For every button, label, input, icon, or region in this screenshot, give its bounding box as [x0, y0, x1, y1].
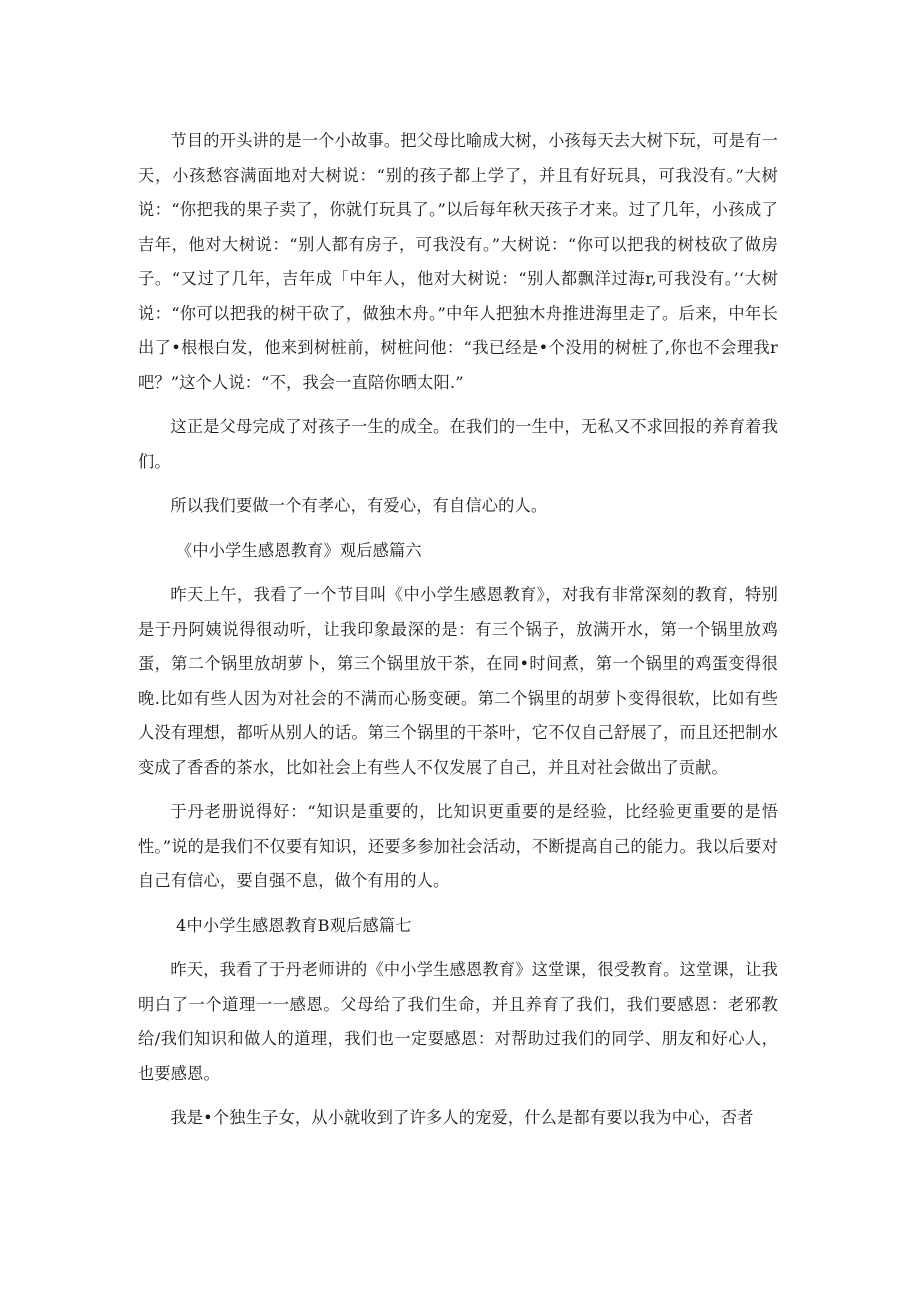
story-paragraph: 节目的开头讲的是一个小故事。把父母比喻成大树，小孩每天去大树下玩，可是有一天，小孩愁容满面地对大树说：“别的孩子都上学了，并且有好玩具，可我没有。”大树说：“你把我的果子卖了，你就仃玩具了。”以后每年秋天孩子才来。过了几年，小孩成了吉年，他对大树说：“别人都有房子，可我没有。”大树说：“你可以把我的树枝砍了做房子。“又过了几年，吉年成「中年人，他对大树说：“别人都飘洋过海r,可我没有。’‘大树说：“你可以把我的树干砍了，做独木舟。”中年人把独木舟推进海里走了。后来，中年长出了•根根白发，他来到树桩前，树桩问他：“我已经是•个没用的树桩了,你也不会理我r吧？”这个人说：“不，我会一直陪你晒太阳.” — [138, 131, 778, 392]
section-heading-seven: 4中小学生感恩教育B观后感篇七 — [176, 915, 412, 935]
document-body — [138, 124, 778, 1146]
pots-paragraph: 昨天上午，我看了一个节目叫《中小学生感恩教育》，对我有非常深刻的教育，特别是于丹阿姨说得很动听，让我印象最深的是：有三个锅子，放满开水，第一个锅里放鸡蛋，第二个锅里放胡萝卜，第三个锅里放干茶，在同•时间煮，第一个锅里的鸡蛋变得很晚.比如有些人因为对社会的不满而心肠变硬。第二个锅里的胡萝卜变得很软，比如有些人没有理想，都听从别人的话。第三个锅里的干茶叶，它不仅自己舒展了，而且还把制水变成了香香的茶水，比如社会上有些人不仅发展了自己，并且对社会做出了贡献。 — [138, 585, 778, 777]
only-child-paragraph: 我是•个独生子女，从小就收到了许多人的宠爱，什么是都有要以我为中心，否者 — [170, 1108, 754, 1127]
parents-paragraph: 这正是父母完成了对孩子一生的成全。在我们的一生中，无私又不求回报的养育着我们。 — [138, 417, 778, 471]
conclusion-paragraph: 所以我们要做一个有孝心，有爱心，有自信心的人。 — [170, 496, 548, 515]
gratitude-paragraph: 昨天，我看了于丹老师讲的《中小学生感恩教育》这堂课，很受教育。这堂课，让我明白了一个道理一一感恩。父母给了我们生命，并且养育了我们，我们要感恩：老邪教给/我们知识和做人的道理，我们也一定耍感恩：对帮助过我们的同学、朋友和好心人，也要感恩。 — [138, 960, 778, 1083]
section-heading-six: 《中小学生感恩教育》观后感篇六 — [176, 540, 422, 560]
knowledge-paragraph: 于丹老册说得好：“知识是重要的，比知识更重要的是经验，比经验更重要的是悟性。”说的是我们不仅要有知识，还要多参加社会活动，不断提高自己的能力。我以后要对自己有信心，要自强不息，做个有用的人。 — [138, 802, 778, 890]
